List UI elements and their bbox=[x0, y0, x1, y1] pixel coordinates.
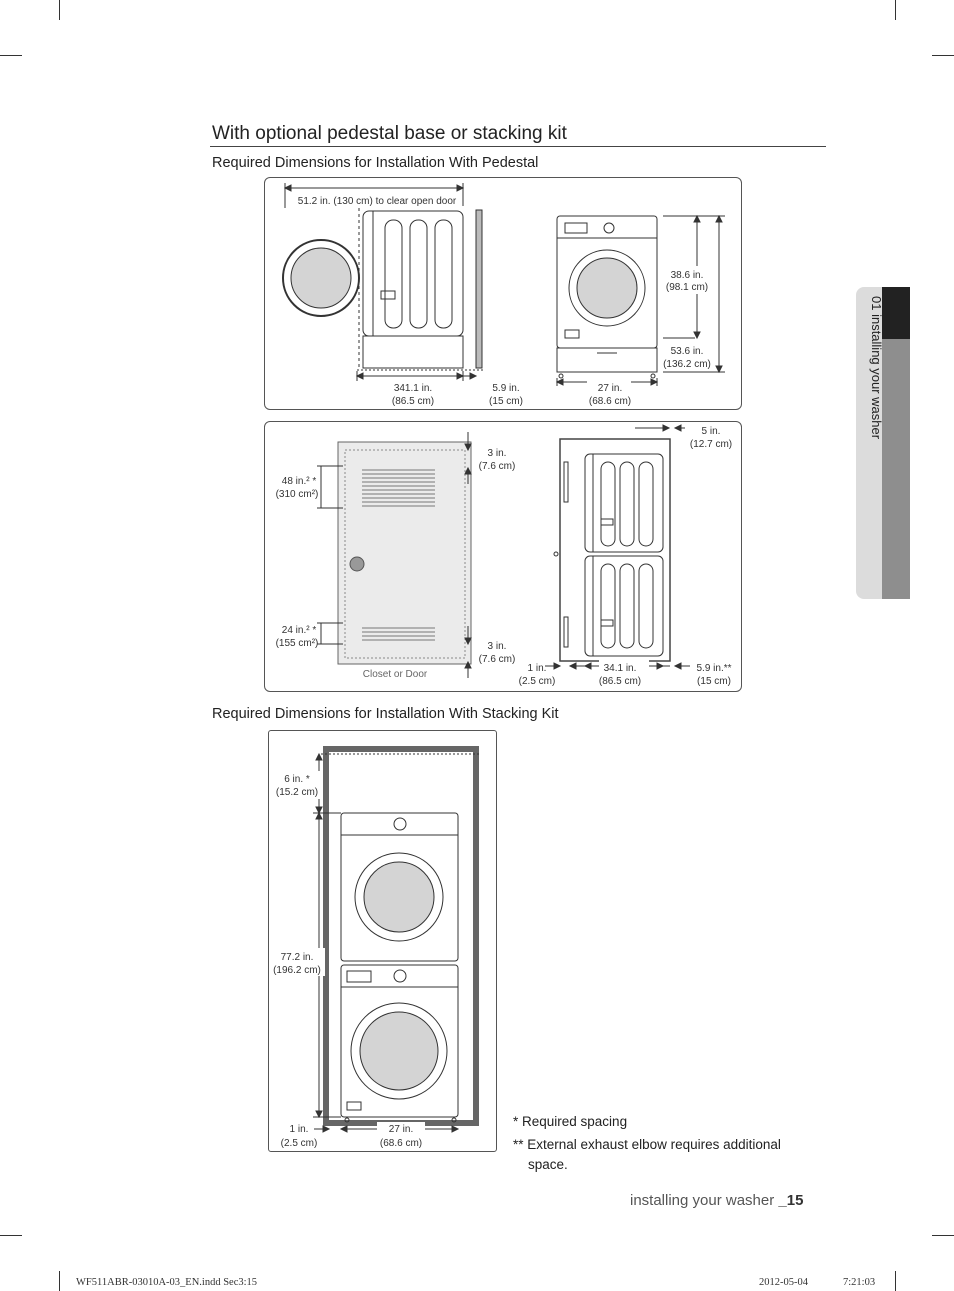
side-tab-bar bbox=[882, 339, 910, 599]
crop-mark bbox=[932, 1235, 954, 1236]
crop-mark bbox=[59, 1271, 60, 1291]
page-number: _15 bbox=[778, 1192, 804, 1209]
stack-rear-gap-in: 5.9 in.** bbox=[696, 663, 732, 674]
total-height-in: 53.6 in. bbox=[670, 346, 704, 357]
slug-time: 7:21:03 bbox=[843, 1277, 876, 1288]
pedestal-heading: Required Dimensions for Installation With Pedestal bbox=[212, 155, 539, 171]
crop-mark bbox=[895, 0, 896, 20]
note-required: * Required spacing bbox=[513, 1114, 628, 1129]
upper-vent-cm: (310 cm²) bbox=[275, 489, 319, 500]
stack-rear-gap-cm: (15 cm) bbox=[697, 676, 731, 687]
stacking-panel bbox=[268, 730, 497, 1152]
door-top-gap-cm: (7.6 cm) bbox=[478, 461, 516, 472]
slug-date: 2012-05-04 bbox=[759, 1277, 808, 1288]
door-clearance-label: 51.2 in. (130 cm) to clear open door bbox=[297, 196, 457, 207]
pedestal-depth-in: 341.1 in. bbox=[393, 383, 433, 394]
stack-top-gap-cm: (12.7 cm) bbox=[689, 439, 733, 450]
crop-mark bbox=[895, 1271, 896, 1291]
closet-panel bbox=[264, 421, 742, 692]
side-tab-label: 01 installing your washer bbox=[869, 296, 884, 440]
upper-vent-in: 48 in.² * bbox=[281, 476, 317, 487]
lower-vent-in: 24 in.² * bbox=[281, 625, 317, 636]
stackkit-top-gap-in: 6 in. * bbox=[284, 774, 310, 785]
closet-diagram bbox=[265, 422, 741, 691]
closet-caption: Closet or Door bbox=[362, 669, 428, 680]
stack-depth-cm: (86.5 cm) bbox=[598, 676, 642, 687]
washer-height-cm: (98.1 cm) bbox=[665, 282, 709, 293]
stackkit-height-in: 77.2 in. bbox=[280, 952, 314, 963]
file-slug: WF511ABR-03010A-03_EN.indd Sec3:15 bbox=[76, 1277, 258, 1288]
title-rule bbox=[210, 146, 826, 147]
stackkit-width-cm: (68.6 cm) bbox=[379, 1138, 423, 1149]
crop-mark bbox=[932, 55, 954, 56]
stackkit-side-gap-cm: (2.5 cm) bbox=[280, 1138, 318, 1149]
pedestal-width-in: 27 in. bbox=[597, 383, 623, 394]
pedestal-panel bbox=[264, 177, 742, 410]
stack-front-gap-in: 1 in. bbox=[527, 663, 547, 674]
stackkit-top-gap-cm: (15.2 cm) bbox=[275, 787, 319, 798]
door-top-gap-in: 3 in. bbox=[487, 448, 507, 459]
footer-section: installing your washer bbox=[630, 1192, 775, 1209]
crop-mark bbox=[0, 1235, 22, 1236]
stackkit-side-gap-in: 1 in. bbox=[289, 1124, 309, 1135]
stacking-heading: Required Dimensions for Installation With Stacking Kit bbox=[212, 706, 559, 722]
washer-height-in: 38.6 in. bbox=[670, 270, 704, 281]
pedestal-rear-gap-cm: (15 cm) bbox=[489, 396, 523, 407]
pedestal-width-cm: (68.6 cm) bbox=[588, 396, 632, 407]
stacking-diagram bbox=[269, 731, 496, 1151]
crop-mark bbox=[0, 55, 22, 56]
door-bottom-gap-in: 3 in. bbox=[487, 641, 507, 652]
crop-mark bbox=[59, 0, 60, 20]
stack-front-gap-cm: (2.5 cm) bbox=[518, 676, 556, 687]
stack-depth-in: 34.1 in. bbox=[603, 663, 637, 674]
footnotes bbox=[513, 1112, 813, 1175]
pedestal-diagram bbox=[265, 178, 741, 409]
lower-vent-cm: (155 cm²) bbox=[275, 638, 319, 649]
stackkit-width-in: 27 in. bbox=[388, 1124, 414, 1135]
stack-top-gap-in: 5 in. bbox=[701, 426, 721, 437]
note-exhaust-cont: space. bbox=[528, 1157, 568, 1172]
pedestal-depth-cm: (86.5 cm) bbox=[391, 396, 435, 407]
total-height-cm: (136.2 cm) bbox=[663, 359, 711, 370]
page-footer bbox=[630, 1192, 803, 1209]
note-exhaust: ** External exhaust elbow requires additional bbox=[513, 1137, 781, 1152]
door-bottom-gap-cm: (7.6 cm) bbox=[478, 654, 516, 665]
section-title: With optional pedestal base or stacking kit bbox=[212, 123, 567, 144]
stackkit-height-cm: (196.2 cm) bbox=[273, 965, 321, 976]
pedestal-rear-gap-in: 5.9 in. bbox=[492, 383, 520, 394]
side-tab-marker bbox=[882, 287, 910, 339]
